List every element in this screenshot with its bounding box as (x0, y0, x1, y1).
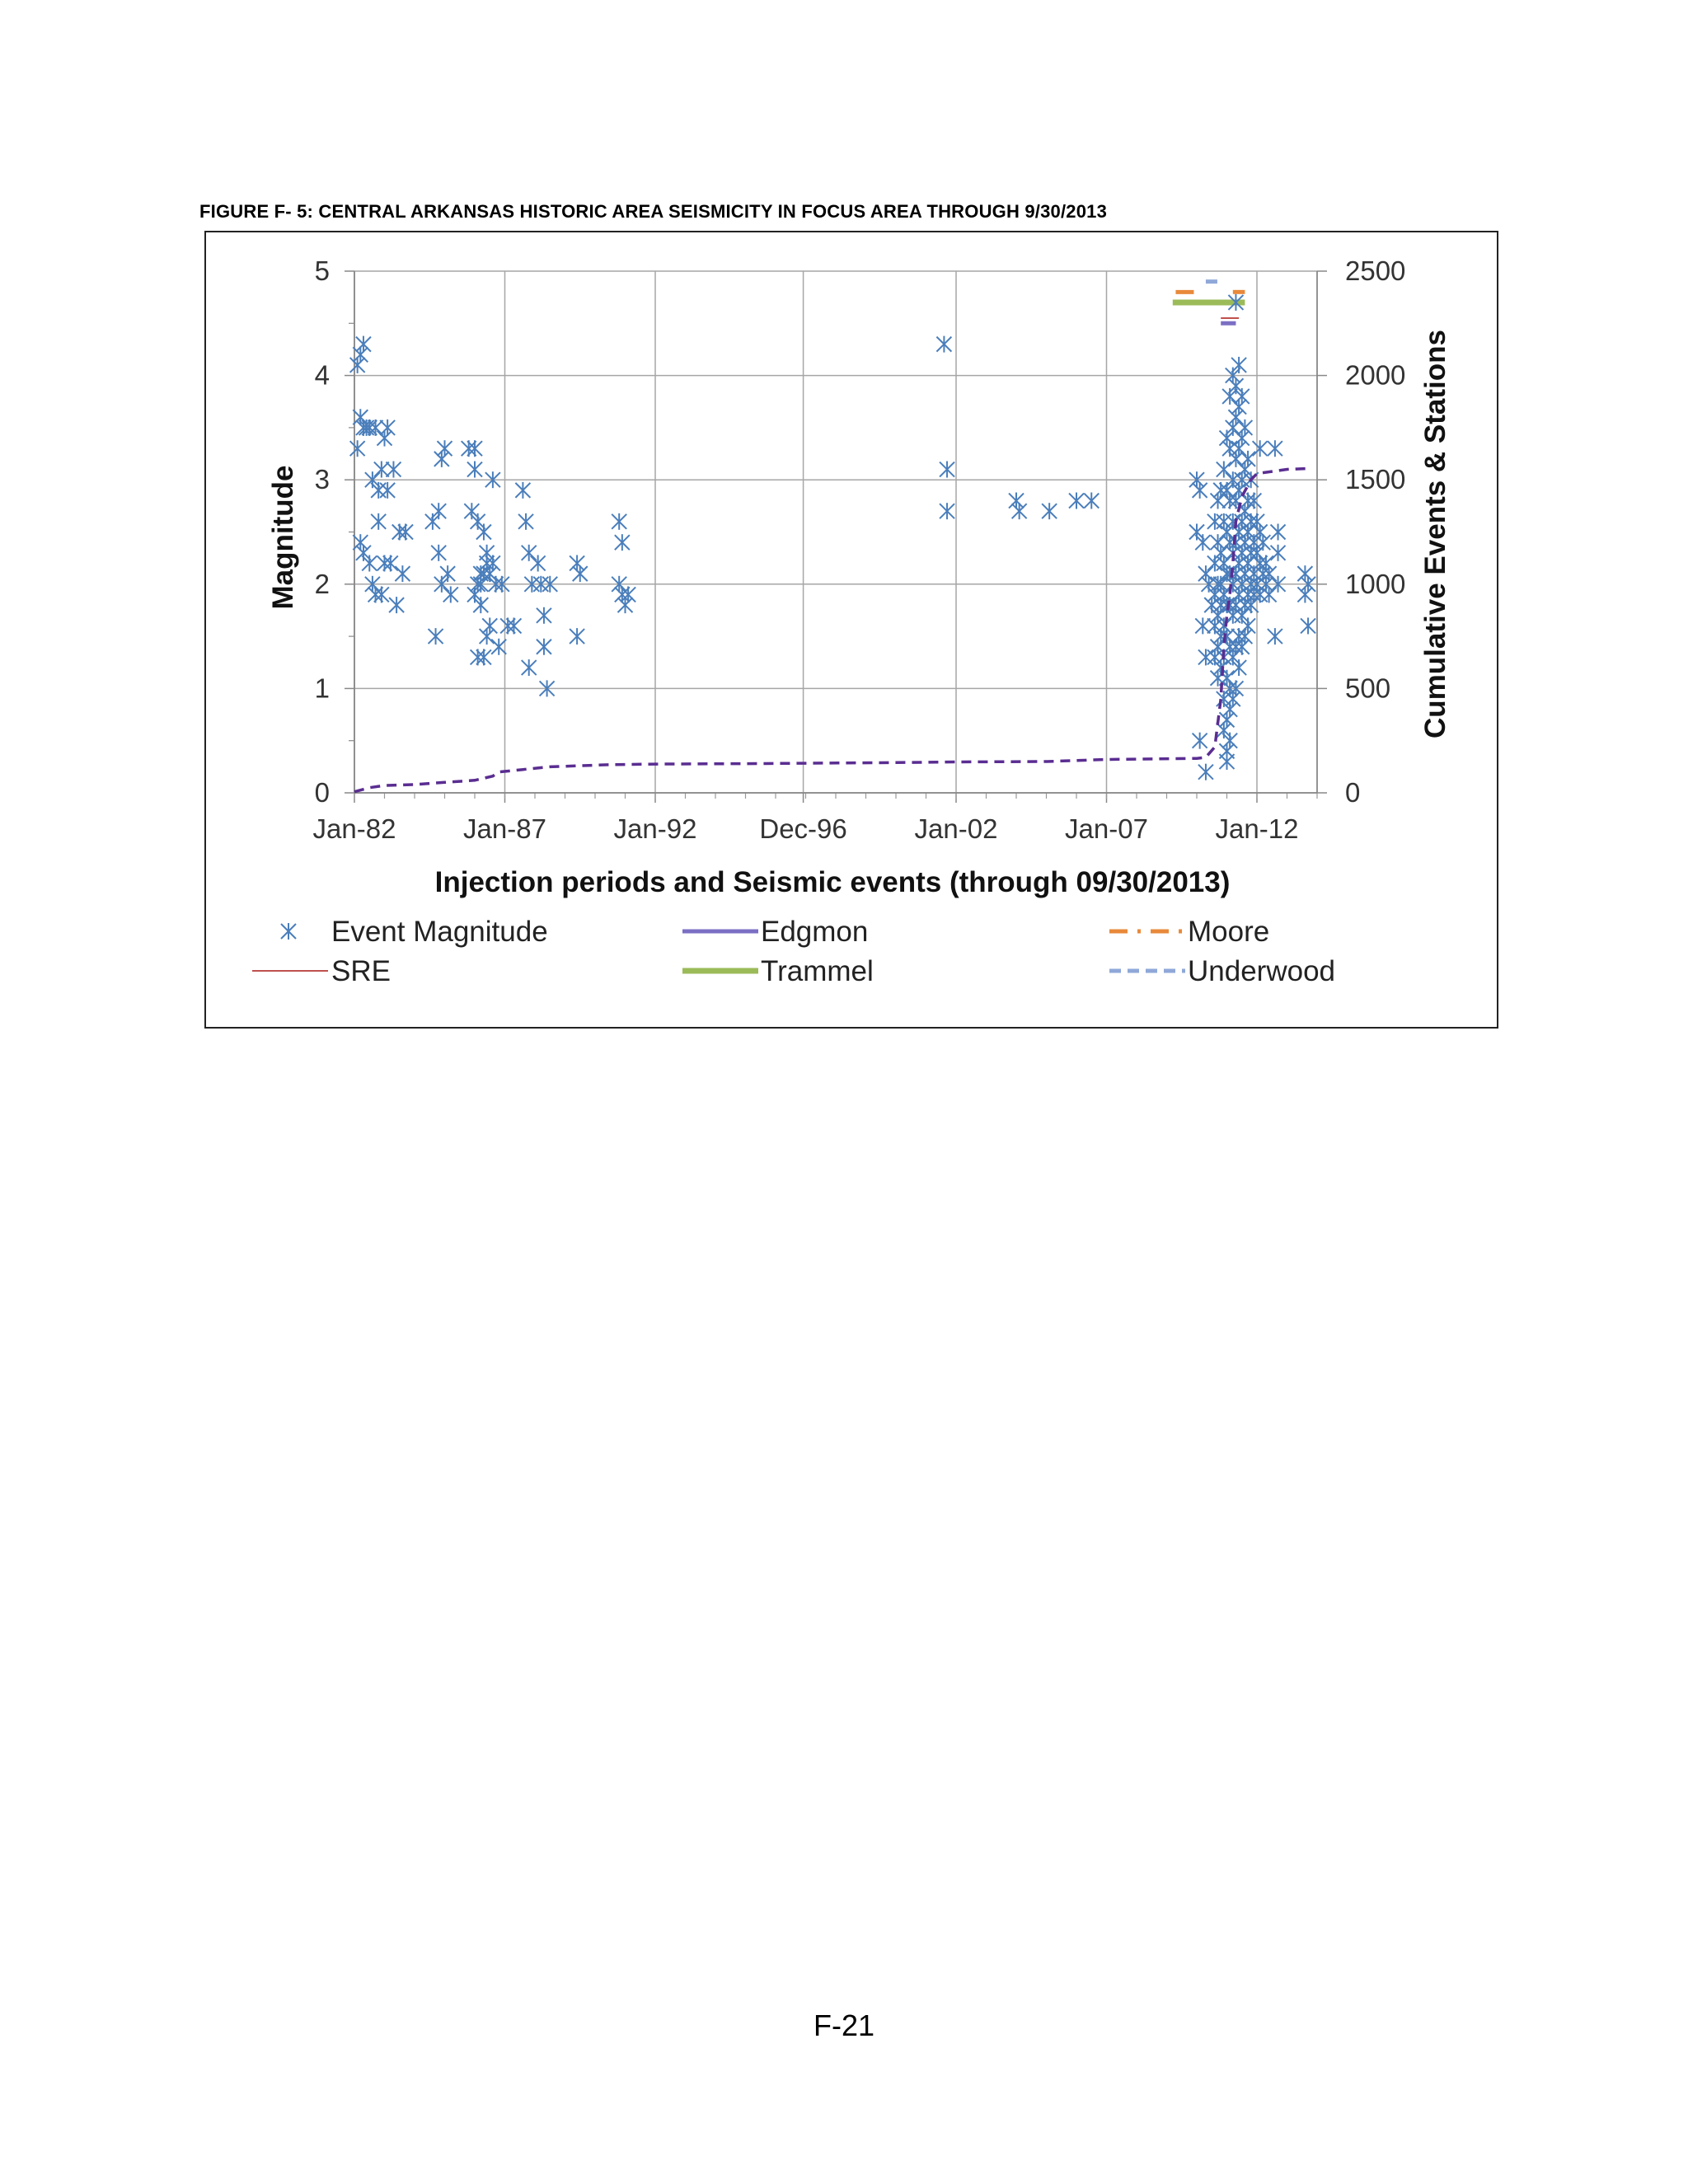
event-marker (518, 513, 533, 530)
figure-caption: FIGURE F- 5: CENTRAL ARKANSAS HISTORIC AREA SEISMICITY IN FOCUS AREA THROUGH 9/30/2013 (199, 201, 1108, 222)
legend-asterisk-icon (281, 923, 296, 940)
legend-entry-moore (1109, 916, 1269, 948)
event-marker (386, 462, 401, 478)
y-tick-label: 4 (314, 359, 330, 391)
event-marker (476, 524, 491, 541)
event-marker (1222, 701, 1237, 718)
x-tick-label: Jan-82 (312, 813, 396, 844)
cumulative-events-line (354, 468, 1311, 791)
y-tick-label: 3 (314, 464, 330, 495)
event-marker (467, 586, 482, 602)
event-marker (350, 357, 365, 373)
legend-entry-sre (252, 955, 391, 987)
event-marker (1009, 493, 1024, 509)
event-marker (443, 586, 458, 602)
y-tick-label: 0 (314, 777, 330, 808)
event-marker (371, 513, 386, 530)
event-marker (380, 419, 395, 436)
event-marker (356, 336, 371, 353)
event-marker (570, 628, 584, 644)
event-marker (380, 482, 395, 499)
event-marker (464, 503, 479, 519)
chart-frame (204, 231, 1498, 1029)
event-marker (1301, 617, 1315, 634)
legend-asterisk-mark (281, 923, 296, 940)
y2-tick-label: 1500 (1345, 464, 1406, 495)
event-marker (350, 440, 365, 457)
event-marker (531, 555, 546, 571)
axes (345, 271, 1327, 803)
y2-tick-label: 2000 (1345, 359, 1406, 391)
legend-entry-edgmon (682, 916, 868, 948)
seismicity-chart (206, 232, 1497, 1027)
event-markers (350, 294, 1315, 792)
legend-entry-event-magnitude (281, 916, 548, 948)
event-marker (1226, 691, 1240, 707)
event-marker (377, 430, 392, 447)
event-marker (1297, 565, 1312, 582)
event-marker (615, 534, 630, 551)
event-marker (570, 555, 584, 571)
x-axis-title: Injection periods and Seismic events (through 09/30/2013) (434, 866, 1231, 898)
event-marker (1297, 586, 1312, 602)
x-tick-label: Jan-92 (613, 813, 697, 844)
event-marker (371, 482, 386, 499)
event-marker (429, 628, 443, 644)
event-marker (1217, 513, 1231, 530)
event-marker (1253, 524, 1268, 541)
event-marker (1268, 440, 1282, 457)
event-marker (1193, 733, 1207, 749)
event-marker (480, 628, 495, 644)
legend-label: Trammel (761, 955, 874, 987)
event-marker (362, 555, 377, 571)
event-marker (1198, 649, 1213, 665)
event-marker (1193, 482, 1207, 499)
event-marker (1231, 659, 1246, 676)
y2-tick-label: 0 (1345, 777, 1361, 808)
page-number: F-21 (813, 2008, 875, 2042)
event-marker (1042, 503, 1057, 519)
event-marker (1231, 399, 1246, 415)
event-marker (440, 565, 455, 582)
event-marker (1084, 493, 1099, 509)
event-marker (1195, 534, 1210, 551)
y2-tick-label: 500 (1345, 673, 1391, 704)
event-marker (1231, 357, 1246, 373)
event-marker (438, 440, 452, 457)
y-tick-label: 5 (314, 255, 330, 286)
event-marker (1207, 513, 1222, 530)
event-marker (1271, 545, 1286, 561)
event-marker (353, 346, 368, 363)
event-marker (537, 639, 551, 655)
event-marker (431, 545, 446, 561)
legend-entry-underwood (1109, 955, 1335, 987)
legend (252, 916, 1335, 987)
event-marker (1220, 753, 1235, 770)
event-marker (389, 597, 404, 613)
event-marker (936, 336, 951, 353)
event-marker (612, 513, 626, 530)
event-marker (940, 503, 954, 519)
event-marker (515, 482, 530, 499)
event-marker (1222, 733, 1237, 749)
grid-lines (354, 271, 1317, 793)
event-marker (618, 597, 633, 613)
event-marker (1012, 503, 1027, 519)
event-marker (537, 607, 551, 624)
x-tick-label: Jan-02 (914, 813, 998, 844)
event-marker (940, 462, 954, 478)
event-marker (482, 617, 497, 634)
y2-tick-label: 2500 (1345, 255, 1406, 286)
event-marker (473, 565, 488, 582)
event-marker (353, 534, 368, 551)
x-tick-label: Jan-12 (1215, 813, 1299, 844)
event-marker (1237, 419, 1252, 436)
legend-label: Moore (1188, 916, 1270, 948)
event-marker (395, 565, 410, 582)
event-marker (359, 419, 374, 436)
event-marker (1253, 440, 1268, 457)
event-marker (1220, 711, 1235, 728)
x-tick-label: Jan-87 (463, 813, 546, 844)
y-tick-label: 1 (314, 673, 330, 704)
y2-tick-label: 1000 (1345, 568, 1406, 599)
event-marker (1240, 617, 1255, 634)
event-marker (491, 639, 506, 655)
event-marker (1271, 524, 1286, 541)
event-marker (1235, 430, 1250, 447)
event-marker (573, 565, 588, 582)
y2-axis-title: Cumulative Events & Stations (1419, 330, 1451, 738)
event-marker (1255, 534, 1270, 551)
event-marker (431, 503, 446, 519)
event-marker (434, 451, 449, 467)
event-marker (1235, 388, 1250, 405)
legend-label: SRE (331, 955, 391, 987)
event-marker (1240, 451, 1255, 467)
legend-label: Edgmon (761, 916, 869, 948)
legend-label: Event Magnitude (331, 916, 548, 948)
event-marker (467, 462, 482, 478)
x-tick-label: Dec-96 (759, 813, 847, 844)
event-marker (1268, 628, 1282, 644)
x-tick-label: Jan-07 (1065, 813, 1148, 844)
y-tick-label: 2 (314, 568, 330, 599)
y-axis-title: Magnitude (267, 465, 299, 610)
event-marker (522, 659, 537, 676)
event-marker (1198, 764, 1213, 780)
legend-entry-trammel (682, 955, 874, 987)
legend-label: Underwood (1188, 955, 1335, 987)
event-marker (1069, 493, 1084, 509)
series-lines (1173, 282, 1245, 324)
